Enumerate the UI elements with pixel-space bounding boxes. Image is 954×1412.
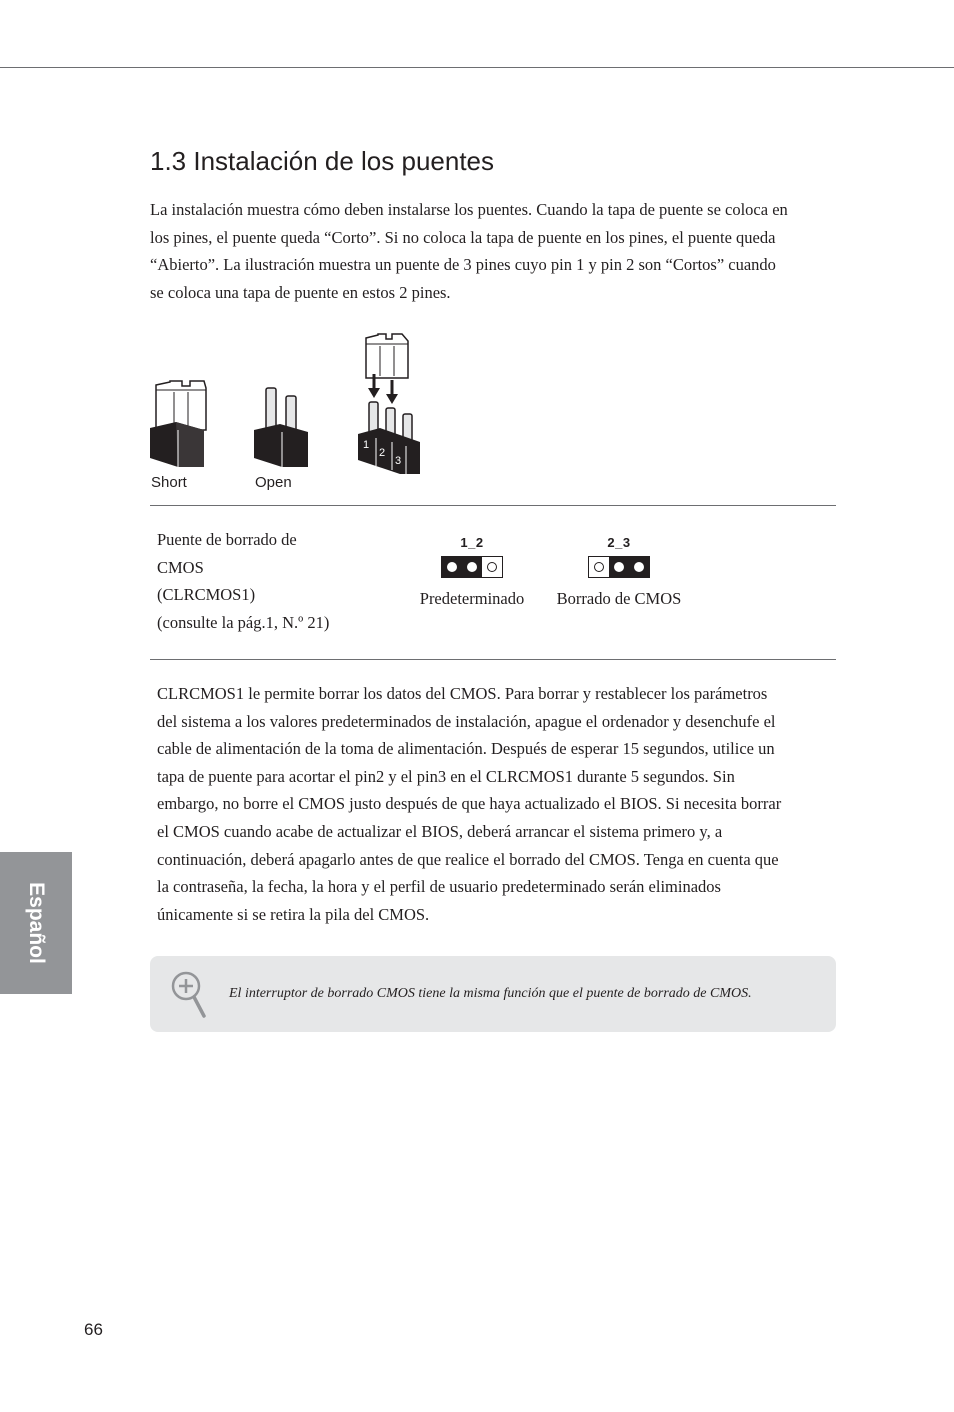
pin-number-1: 1 xyxy=(363,439,370,451)
language-side-tab xyxy=(0,852,72,994)
pin-shorted xyxy=(442,557,462,577)
language-label: Español xyxy=(25,882,48,964)
short-label: Short xyxy=(151,474,187,491)
setting-default xyxy=(412,534,532,610)
jumper-name-line: (consulte la pág.1, N.º 21) xyxy=(157,612,330,632)
page-number: 66 xyxy=(84,1320,103,1339)
setting-caption: Predeterminado xyxy=(419,589,525,608)
pin-number-2: 2 xyxy=(379,447,386,459)
pin-number-3: 3 xyxy=(395,455,402,467)
pin-shorted xyxy=(629,557,649,577)
table-top-rule xyxy=(150,505,836,506)
short-jumper xyxy=(150,381,206,467)
pins-label: 1_2 xyxy=(460,535,484,550)
pins-label: 2_3 xyxy=(607,535,631,550)
jumper-name xyxy=(157,526,397,636)
note-text: El interruptor de borrado CMOS tiene la misma función que el puente de borrado de CMOS. xyxy=(229,986,752,1001)
pin-open xyxy=(589,557,609,577)
intro-paragraph: La instalación muestra cómo deben instalarse los puentes. Cuando la tapa de puente se coloca en los pines, el puente queda “Corto”. Si no coloca la tapa de puente en los pines, el puente queda “Abierto”. La ilustración muestra un puente de 3 pines cuyo pin 1 y pin 2 son “Cortos” cuando se coloca una tapa de puente en estos 2 pines. xyxy=(150,200,788,302)
top-rule xyxy=(0,67,954,68)
setting-clear-cmos xyxy=(548,534,690,610)
pin-shorted xyxy=(462,557,482,577)
three-pin-jumper xyxy=(358,334,420,474)
table-bottom-rule xyxy=(150,659,836,660)
pin-header-default xyxy=(441,556,503,578)
section-title: 1.3 Instalación de los puentes xyxy=(150,146,495,176)
jumper-name-line: (CLRCMOS1) xyxy=(157,585,256,605)
open-jumper xyxy=(254,388,308,467)
jumper-name-line: CMOS xyxy=(157,557,204,577)
jumper-illustration xyxy=(150,330,430,495)
open-label: Open xyxy=(255,474,292,491)
magnifier-plus-icon xyxy=(170,970,208,1020)
jumper-name-line: Puente de borrado de xyxy=(157,530,297,549)
pin-open xyxy=(482,557,502,577)
clrcmos-description: CLRCMOS1 le permite borrar los datos del CMOS. Para borrar y restablecer los parámetros del sistema a los valores predeterminados de instalación, apague el ordenador y desenchufe el cable de alimentación de la toma de alimentación. Después de esperar 15 segundos, utilice un tapa de puente para acortar el pin2 y el pin3 en el CLRCMOS1 durante 5 segundos. Sin embargo, no borre el CMOS justo después de que haya actualizado el BIOS. Si necesita borrar el CMOS cuando acabe de actualizar el BIOS, deberá arrancar el sistema primero y, a continuación, deberá apagarlo antes de que realice el borrado del CMOS. Tenga en cuenta que la contraseña, la fecha, la hora y el perfil de usuario predeterminado serán eliminados únicamente si se retira la pila del CMOS. xyxy=(157,684,782,924)
note-box xyxy=(150,956,836,1032)
pin-header-clear xyxy=(588,556,650,578)
setting-caption: Borrado de CMOS xyxy=(556,589,682,608)
pin-shorted xyxy=(609,557,629,577)
